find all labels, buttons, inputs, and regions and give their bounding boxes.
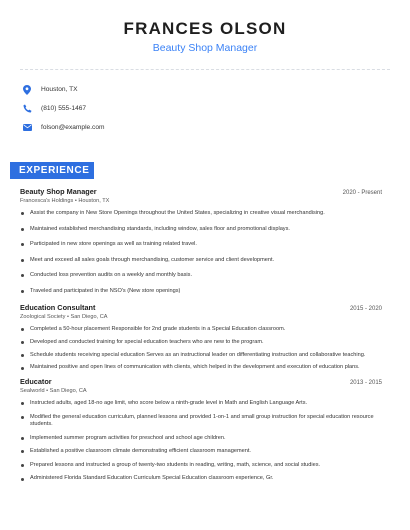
contact-list xyxy=(22,80,105,137)
bullet-item: Implemented summer program activities for preschool and school age children. xyxy=(20,435,382,442)
bullet-item: Administered Florida Standard Education Curriculum Special Education classroom experience, Gr. xyxy=(20,475,382,482)
bullet-dot-icon xyxy=(21,212,24,215)
experience-heading: EXPERIENCE xyxy=(19,165,90,176)
bullet-item: Completed a 50-hour placement Responsible for 2nd grade students in a Special Education classroom. xyxy=(20,326,382,333)
bullet-item: Participated in new store openings as well as training related travel. xyxy=(20,241,382,248)
contact-item-location xyxy=(22,80,105,99)
job-bullets xyxy=(20,400,382,482)
bullet-item: Maintained established merchandising standards, including window, sales floor and promotional displays. xyxy=(20,226,382,233)
bullet-dot-icon xyxy=(21,478,24,481)
phone-icon xyxy=(22,104,32,114)
bullet-dot-icon xyxy=(21,274,24,277)
bullet-dot-icon xyxy=(21,450,24,453)
contact-phone-text: (810) 555-1467 xyxy=(41,105,87,112)
job-title: Educator xyxy=(20,377,52,387)
bullet-item: Conducted loss prevention audits on a weekly and monthly basis. xyxy=(20,272,382,279)
experience-section-header xyxy=(10,162,94,179)
bullet-item: Instructed adults, aged 18-no age limit, who score below a ninth-grade level in Math and English Language Arts. xyxy=(20,400,382,407)
job-title: Beauty Shop Manager xyxy=(20,187,97,196)
bullet-dot-icon xyxy=(21,367,24,370)
candidate-title: Beauty Shop Manager xyxy=(152,42,258,54)
job-bullets xyxy=(20,210,382,295)
location-pin-icon xyxy=(22,85,32,95)
contact-item-email xyxy=(22,118,105,137)
bullet-dot-icon xyxy=(21,328,24,331)
bullet-item: Modified the general education curriculum, planned lessons and provided 1-on-1 and small group instruction for special education resource students. xyxy=(20,414,382,428)
header-divider xyxy=(20,69,390,70)
email-icon xyxy=(22,123,32,133)
bullet-item: Prepared lessons and instructed a group of twenty-two students in reading, writing, math, science, and social studies. xyxy=(20,462,382,469)
resume-header xyxy=(0,0,410,55)
job-organization: Francesca's Holdings • Houston, TX xyxy=(20,198,110,204)
bullet-dot-icon xyxy=(21,464,24,467)
bullet-dot-icon xyxy=(21,228,24,231)
bullet-dot-icon xyxy=(21,259,24,262)
contact-location-text: Houston, TX xyxy=(41,86,78,93)
bullet-item: Schedule students receiving special education Serves as an instructional leader on differentiating instruction and collaborative teaching. xyxy=(20,352,382,359)
bullet-dot-icon xyxy=(21,416,24,419)
bullet-item: Assist the company in New Store Openings throughout the United States, specializing in creative visual merchandising. xyxy=(20,210,382,217)
bullet-dot-icon xyxy=(21,437,24,440)
bullet-item: Maintained positive and open lines of communication with clients, which helped in the development and execution of education plans. xyxy=(20,364,382,371)
bullet-item: Traveled and participated in the NSO's (New store openings) xyxy=(20,288,382,295)
job-entry xyxy=(20,303,382,372)
job-entry xyxy=(20,187,382,295)
candidate-name: FRANCES OLSON xyxy=(123,19,287,38)
bullet-dot-icon xyxy=(21,243,24,246)
job-bullets xyxy=(20,326,382,372)
contact-email-link[interactable]: folson@example.com xyxy=(41,124,105,131)
bullet-dot-icon xyxy=(21,290,24,293)
bullet-item: Established a positive classroom climate demonstrating efficient classroom management. xyxy=(20,448,382,455)
bullet-dot-icon xyxy=(21,354,24,357)
experience-list xyxy=(20,187,382,489)
job-organization: Zoological Society • San Diego, CA xyxy=(20,314,108,320)
job-title: Education Consultant xyxy=(20,303,96,312)
job-dates: 2015 - 2020 xyxy=(349,306,382,312)
bullet-item: Developed and conducted training for special education teachers who are new to the program. xyxy=(20,339,382,346)
job-entry xyxy=(20,377,382,482)
bullet-dot-icon xyxy=(21,402,24,405)
bullet-item: Meet and exceed all sales goals through merchandising, customer service and client development. xyxy=(20,257,382,264)
job-organization: Sealworld • San Diego, CA xyxy=(20,388,87,395)
contact-item-phone xyxy=(22,99,105,118)
bullet-dot-icon xyxy=(21,341,24,344)
job-dates: 2013 - 2015 xyxy=(349,380,382,387)
job-dates: 2020 - Present xyxy=(342,190,382,196)
